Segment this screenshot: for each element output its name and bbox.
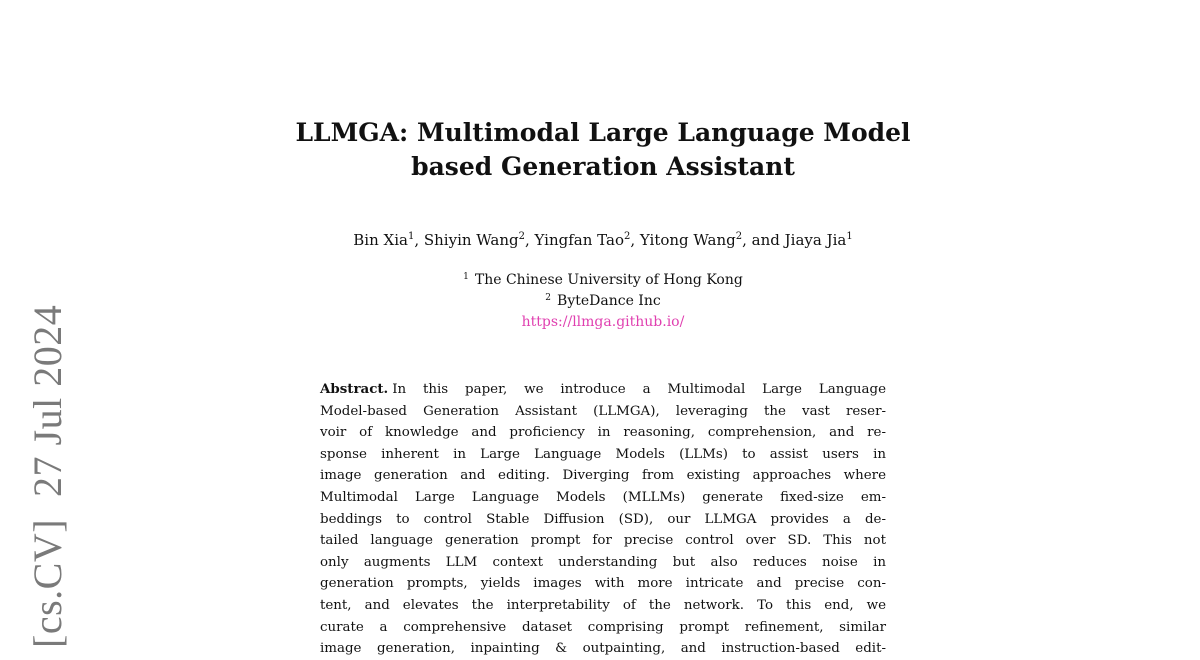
arxiv-category: [cs.CV]: [25, 518, 70, 648]
paper-title: [200, 116, 1006, 184]
abstract-line: only augments LLM context understanding but also reduces noise in: [320, 554, 886, 570]
author-affil-mark: 2: [735, 231, 743, 242]
abstract-line: [320, 379, 886, 401]
paper-title-line-1: LLMGA: Multimodal Large Language Model: [295, 118, 911, 147]
arxiv-date: 27 Jul 2024: [25, 304, 70, 497]
author-name: Yingfan Tao: [534, 231, 624, 249]
affiliation-mark: 1: [463, 272, 469, 282]
arxiv-stamp: [25, 304, 70, 648]
abstract-line: Multimodal Large Language Models (MLLMs) generate fixed-size em-: [320, 489, 886, 505]
abstract-line: Model-based Generation Assistant (LLMGA), leveraging the vast reser-: [320, 403, 886, 419]
affiliation-name: The Chinese University of Hong Kong: [474, 272, 743, 288]
abstract-line: tailed language generation prompt for precise control over SD. This not: [320, 533, 886, 549]
abstract-line: sponse inherent in Large Language Models (LLMs) to assist users in: [320, 446, 886, 462]
author-affil-mark: 2: [623, 231, 631, 242]
affiliation: [200, 270, 1006, 291]
author: [640, 231, 785, 249]
affiliation-name: ByteDance Inc: [557, 293, 661, 309]
author-list: [200, 229, 1006, 251]
author-affil-mark: 1: [407, 231, 415, 242]
author-name: Jiaya Jia: [784, 231, 847, 249]
author-affil-mark: 2: [518, 231, 525, 242]
abstract-line: image generation, inpainting & outpainting, and instruction-based edit-: [320, 641, 886, 657]
author-separator: ,: [630, 231, 640, 249]
abstract-line: tent, and elevates the interpretability of the network. To this end, we: [320, 597, 886, 613]
affiliation: [200, 291, 1006, 312]
author-name: Yitong Wang: [639, 231, 736, 249]
abstract-line-text: In this paper, we introduce a Multimodal Large Language: [392, 382, 886, 397]
author: [424, 231, 535, 249]
affiliations: [200, 270, 1006, 333]
abstract-line: curate a comprehensive dataset comprising prompt refinement, similar: [320, 619, 886, 635]
paper-title-line-2: based Generation Assistant: [411, 152, 795, 181]
author-name: Bin Xia: [353, 231, 408, 249]
author-affil-mark: 1: [846, 231, 853, 242]
author-separator: , and: [742, 231, 785, 249]
author-name: Shiyin Wang: [423, 231, 519, 249]
abstract-line: beddings to control Stable Diffusion (SD), our LLMGA provides a de-: [320, 511, 886, 527]
author: [535, 231, 640, 249]
author: [353, 231, 424, 249]
project-url-link[interactable]: https://llmga.github.io/: [521, 314, 685, 330]
author-separator: ,: [414, 231, 424, 249]
abstract-line: voir of knowledge and proficiency in reasoning, comprehension, and re-: [320, 425, 886, 441]
affiliation-mark: 2: [545, 293, 552, 303]
abstract-line: image generation and editing. Diverging from existing approaches where: [320, 468, 886, 484]
abstract-line: generation prompts, yields images with more intricate and precise con-: [320, 576, 886, 592]
author-separator: ,: [525, 231, 535, 249]
abstract-label: Abstract.: [320, 381, 389, 397]
abstract: [320, 379, 886, 660]
author: [785, 231, 853, 249]
